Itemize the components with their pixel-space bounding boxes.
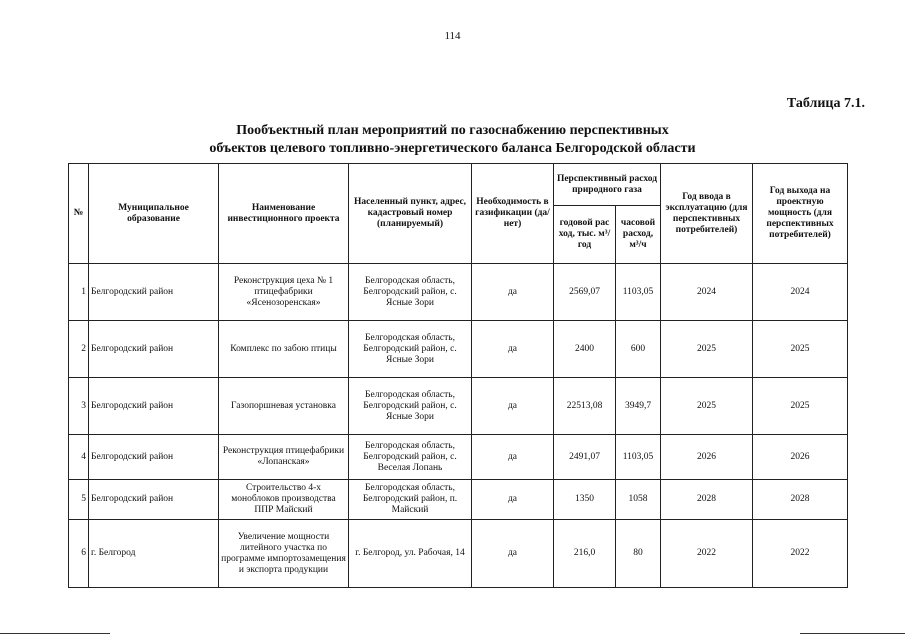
title-line-2: объектов целевого топливно-энергетического баланса Белгородской области — [209, 141, 696, 156]
cell-year-start: 2028 — [661, 480, 753, 520]
header-municipality: Муниципальное образование — [89, 164, 219, 264]
cell-municipality: г. Белгород — [89, 520, 219, 588]
cell-year-capacity: 2025 — [753, 378, 848, 435]
page-number: 114 — [444, 30, 461, 42]
header-location: Населенный пункт, адрес, кадастровый номер (планируемый) — [349, 164, 472, 264]
table-row — [69, 378, 848, 435]
table-label: Таблица 7.1. — [786, 96, 865, 111]
cell-num: 5 — [69, 480, 89, 520]
table-row — [69, 264, 848, 321]
cell-year-capacity: 2025 — [753, 321, 848, 378]
cell-num: 1 — [69, 264, 89, 321]
cell-year-capacity: 2024 — [753, 264, 848, 321]
cell-year-capacity: 2026 — [753, 435, 848, 480]
cell-need: да — [472, 378, 554, 435]
table-title — [0, 122, 905, 158]
cell-num: 6 — [69, 520, 89, 588]
cell-annual: 22513,08 — [554, 378, 616, 435]
cell-hourly: 1058 — [616, 480, 661, 520]
cell-municipality: Белгородский район — [89, 378, 219, 435]
cell-annual: 216,0 — [554, 520, 616, 588]
cell-need: да — [472, 520, 554, 588]
cell-location: Белгородская область, Белгородский район, п. Майский — [349, 480, 472, 520]
cell-year-start: 2022 — [661, 520, 753, 588]
cell-project: Реконструкция цеха № 1 птицефабрики «Ясенозоренская» — [219, 264, 349, 321]
cell-project: Реконструкция птицефабрики «Лопанская» — [219, 435, 349, 480]
table-row — [69, 321, 848, 378]
header-year-start: Год ввода в эксплуатацию (для перспективных потребителей) — [661, 164, 753, 264]
cell-year-capacity: 2022 — [753, 520, 848, 588]
table-row — [69, 435, 848, 480]
cell-num: 3 — [69, 378, 89, 435]
cell-hourly: 600 — [616, 321, 661, 378]
gas-supply-plan-table — [68, 163, 848, 588]
cell-annual: 2400 — [554, 321, 616, 378]
table-row — [69, 520, 848, 588]
cell-annual: 2491,07 — [554, 435, 616, 480]
cell-need: да — [472, 264, 554, 321]
cell-municipality: Белгородский район — [89, 321, 219, 378]
header-annual: годовой рас ход, тыс. м³/год — [554, 206, 616, 264]
cell-project: Газопоршневая установка — [219, 378, 349, 435]
cell-hourly: 1103,05 — [616, 264, 661, 321]
header-consumption-group: Перспективный расход природного газа — [554, 164, 661, 206]
cell-year-start: 2025 — [661, 378, 753, 435]
header-hourly: часовой расход, м³/ч — [616, 206, 661, 264]
cell-project: Комплекс по забою птицы — [219, 321, 349, 378]
cell-municipality: Белгородский район — [89, 435, 219, 480]
cell-year-start: 2025 — [661, 321, 753, 378]
cell-municipality: Белгородский район — [89, 264, 219, 321]
cell-location: Белгородская область, Белгородский район, с. Ясные Зори — [349, 264, 472, 321]
header-project: Наименование инвестиционного проекта — [219, 164, 349, 264]
header-need: Необходимость в газификации (да/нет) — [472, 164, 554, 264]
cell-municipality: Белгородский район — [89, 480, 219, 520]
cell-hourly: 1103,05 — [616, 435, 661, 480]
table-row — [69, 480, 848, 520]
cell-hourly: 80 — [616, 520, 661, 588]
cell-need: да — [472, 435, 554, 480]
cell-location: Белгородская область, Белгородский район, с. Веселая Лопань — [349, 435, 472, 480]
cell-num: 4 — [69, 435, 89, 480]
cell-year-start: 2024 — [661, 264, 753, 321]
cell-location: Белгородская область, Белгородский район, с. Ясные Зори — [349, 321, 472, 378]
title-line-1: Пообъектный план мероприятий по газоснабжению перспективных — [236, 123, 669, 138]
cell-year-capacity: 2028 — [753, 480, 848, 520]
cell-need: да — [472, 321, 554, 378]
scan-edge-line-left — [0, 633, 110, 634]
cell-need: да — [472, 480, 554, 520]
cell-num: 2 — [69, 321, 89, 378]
header-year-capacity: Год выхода на проектную мощность (для перспективных потребителей) — [753, 164, 848, 264]
cell-location: г. Белгород, ул. Рабочая, 14 — [349, 520, 472, 588]
cell-annual: 2569,07 — [554, 264, 616, 321]
cell-year-start: 2026 — [661, 435, 753, 480]
scan-edge-line-right — [800, 633, 905, 634]
cell-project: Строительство 4-х моноблоков производства ППР Майский — [219, 480, 349, 520]
cell-annual: 1350 — [554, 480, 616, 520]
header-num: № — [69, 164, 89, 264]
cell-project: Увеличение мощности литейного участка по программе импортозамещения и экспорта продукции — [219, 520, 349, 588]
cell-location: Белгородская область, Белгородский район, с. Ясные Зори — [349, 378, 472, 435]
cell-hourly: 3949,7 — [616, 378, 661, 435]
